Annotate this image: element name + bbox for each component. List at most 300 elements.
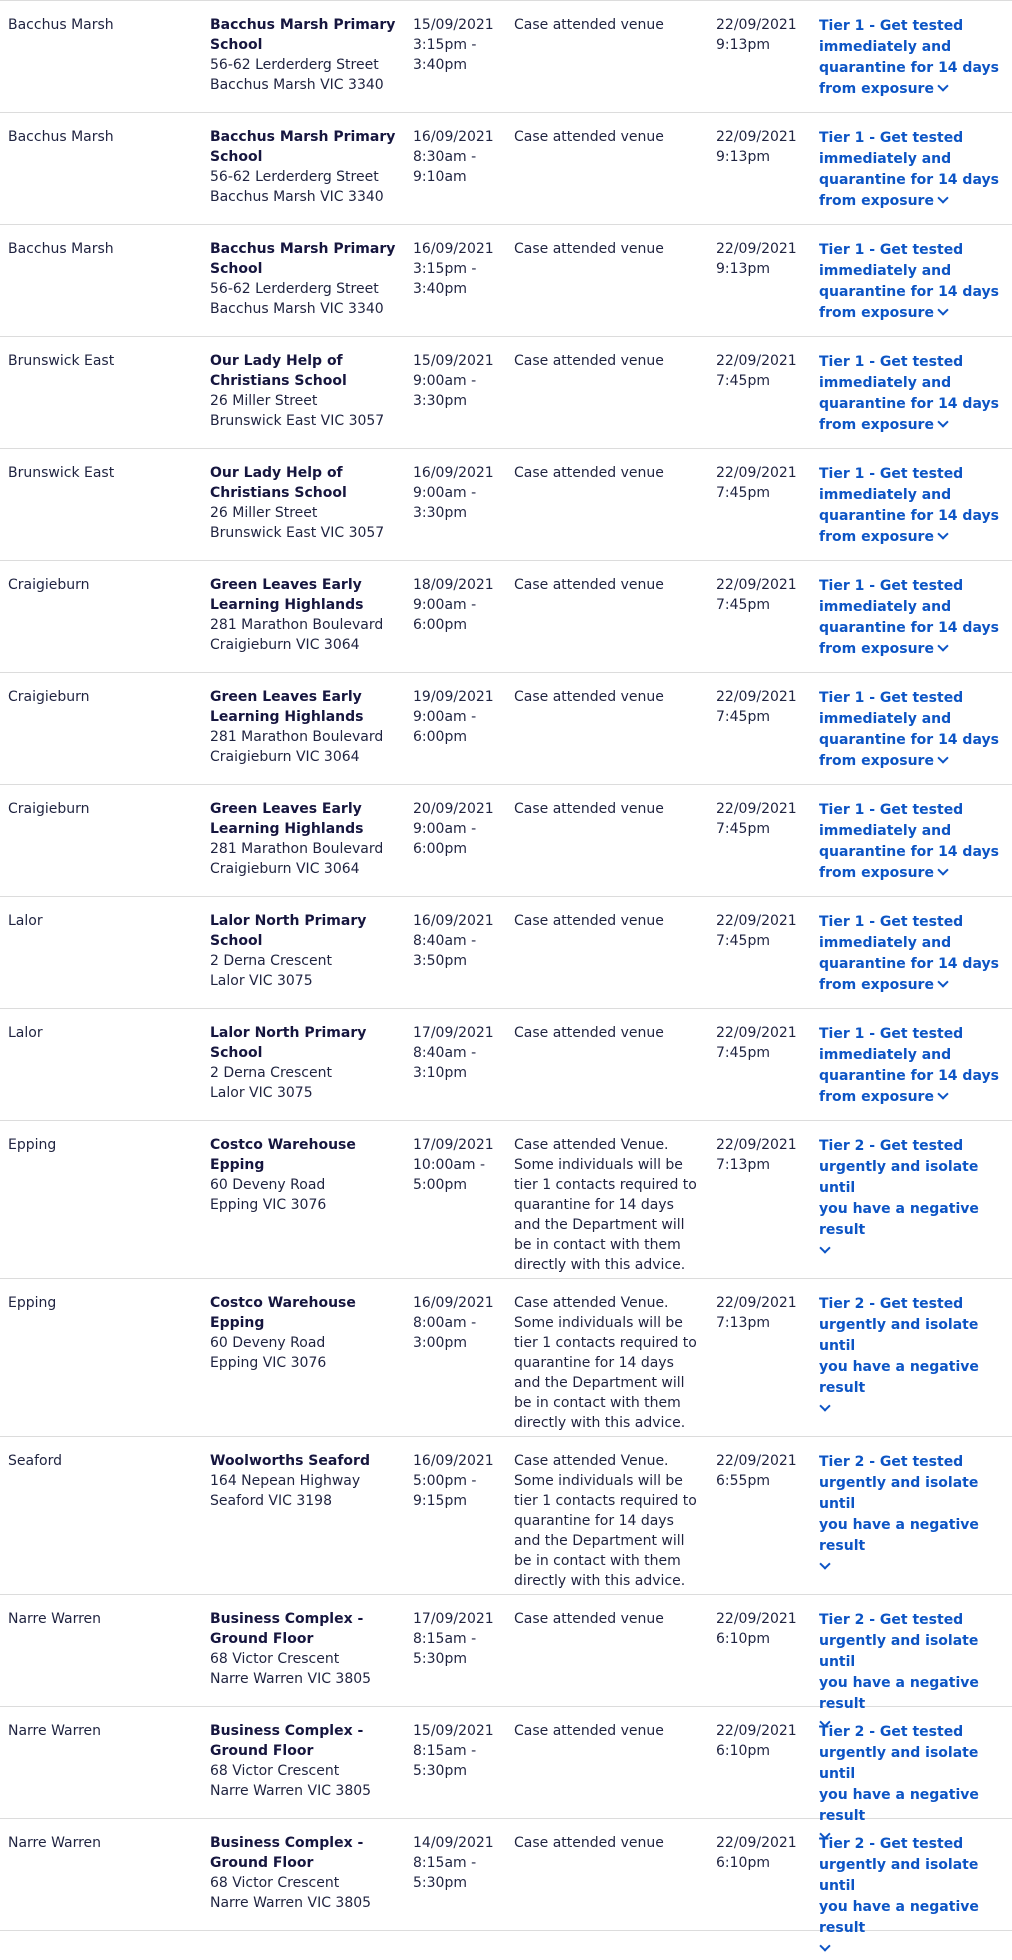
health-advice-line: you have a negative result [819,1675,979,1712]
chevron-down-icon [819,1400,830,1411]
exposure-period-cell [413,351,514,448]
site-address: Epping VIC 3076 [210,1197,327,1213]
health-advice-line: Tier 2 - Get tested [819,1612,964,1628]
notes-line: Some individuals will be [514,1473,683,1489]
site-cell [203,575,413,672]
added-time-line: 7:45pm [716,373,770,389]
health-advice-toggle[interactable] [819,1294,1012,1420]
health-advice-toggle[interactable] [819,464,1012,548]
site-address: 60 Deveny Road [210,1177,326,1193]
health-advice-cell [817,575,1012,672]
site-name: Bacchus Marsh Primary [210,241,396,257]
health-advice-toggle[interactable] [819,1610,1012,1736]
site-address: 26 Miller Street [210,393,318,409]
notes-line: Case attended venue [514,1835,664,1851]
added-time-line: 9:13pm [716,149,770,165]
site-address: Narre Warren VIC 3805 [210,1671,372,1687]
added-time-line: 7:45pm [716,485,770,501]
exposure-period-line: 14/09/2021 [413,1835,494,1851]
health-advice-last-line [819,303,1012,324]
health-advice-line: from exposure [819,305,934,321]
health-advice-last-line [819,527,1012,548]
health-advice-toggle[interactable] [819,1722,1012,1848]
exposure-period-line: 6:00pm [413,841,467,857]
added-time-line: 7:45pm [716,1045,770,1061]
added-time-line: 22/09/2021 [716,353,797,369]
added-time-cell [716,351,817,448]
exposure-period-line: 17/09/2021 [413,1137,494,1153]
site-cell [203,1721,413,1818]
site-name: Our Lady Help of [210,465,343,481]
notes-line: be in contact with them [514,1553,681,1569]
health-advice-toggle[interactable] [819,1024,1012,1108]
notes-line: Case attended venue [514,1611,664,1627]
health-advice-line: from exposure [819,977,934,993]
health-advice-line: quarantine for 14 days [819,956,999,972]
exposure-period-line: 3:15pm - [413,261,477,277]
added-time-cell [716,575,817,672]
site-address: Lalor VIC 3075 [210,1085,313,1101]
notes-cell [514,575,716,672]
chevron-down-icon [937,864,948,875]
chevron-down-icon [937,304,948,315]
exposure-period-line: 16/09/2021 [413,913,494,929]
notes-cell [514,687,716,784]
health-advice-toggle[interactable] [819,1834,1012,1960]
site-name: School [210,37,263,53]
exposure-period-line: 18/09/2021 [413,577,494,593]
chevron-down-icon [937,1088,948,1099]
health-advice-line: quarantine for 14 days [819,60,999,76]
health-advice-line: immediately and [819,599,952,615]
health-advice-toggle[interactable] [819,16,1012,100]
added-time-line: 7:45pm [716,933,770,949]
health-advice-last-line [819,1939,1012,1960]
health-advice-toggle[interactable] [819,576,1012,660]
notes-line: and the Department will [514,1375,685,1391]
added-time-line: 22/09/2021 [716,17,797,33]
exposure-period-line: 8:40am - [413,933,477,949]
added-time-cell [716,1609,817,1706]
table-row [0,785,1012,897]
notes-line: Some individuals will be [514,1315,683,1331]
site-name: Learning Highlands [210,709,364,725]
notes-line: quarantine for 14 days [514,1355,674,1371]
table-row [0,673,1012,785]
exposure-period-line: 9:00am - [413,821,477,837]
notes-cell [514,1833,716,1930]
health-advice-line: Tier 2 - Get tested [819,1724,964,1740]
notes-cell [514,127,716,224]
chevron-down-icon [937,752,948,763]
chevron-down-icon [937,528,948,539]
health-advice-cell [817,463,1012,560]
health-advice-line: urgently and isolate until [819,1745,979,1782]
site-name: Green Leaves Early [210,689,362,705]
added-time-line: 22/09/2021 [716,801,797,817]
site-address: Craigieburn VIC 3064 [210,637,360,653]
health-advice-line: from exposure [819,753,934,769]
health-advice-line: from exposure [819,193,934,209]
site-address: Narre Warren VIC 3805 [210,1783,372,1799]
added-time-cell [716,1451,817,1594]
health-advice-cell [817,911,1012,1008]
added-time-line: 6:10pm [716,1855,770,1871]
health-advice-line: Tier 1 - Get tested [819,354,964,370]
added-time-line: 22/09/2021 [716,465,797,481]
health-advice-line: you have a negative result [819,1517,979,1554]
site-cell [203,1833,413,1930]
table-row [0,1819,1012,1936]
health-advice-line: Tier 1 - Get tested [819,1026,964,1042]
exposure-period-line: 15/09/2021 [413,353,494,369]
added-time-cell [716,687,817,784]
chevron-down-icon [937,640,948,651]
site-address: 281 Marathon Boulevard [210,729,384,745]
site-address: 68 Victor Crescent [210,1875,340,1891]
exposure-period-line: 20/09/2021 [413,801,494,817]
notes-line: Case attended Venue. [514,1137,669,1153]
site-cell [203,911,413,1008]
site-address: 2 Derna Crescent [210,953,332,969]
health-advice-toggle[interactable] [819,352,1012,436]
exposure-period-cell [413,687,514,784]
exposure-period-line: 19/09/2021 [413,689,494,705]
exposure-period-line: 3:15pm - [413,37,477,53]
table-row [0,337,1012,449]
exposure-period-line: 9:00am - [413,597,477,613]
site-name: Business Complex - [210,1835,364,1851]
exposure-period-line: 3:30pm [413,505,467,521]
table-row [0,1009,1012,1121]
site-name: Bacchus Marsh Primary [210,17,396,33]
added-time-cell [716,1023,817,1120]
exposure-period-cell [413,1023,514,1120]
health-advice-cell [817,239,1012,336]
health-advice-line: you have a negative result [819,1787,979,1824]
added-time-line: 6:55pm [716,1473,770,1489]
notes-line: and the Department will [514,1533,685,1549]
site-cell [203,1135,413,1278]
health-advice-last-line [819,1557,1012,1578]
site-address: Brunswick East VIC 3057 [210,413,385,429]
notes-line: quarantine for 14 days [514,1513,674,1529]
site-address: 56-62 Lerderderg Street [210,281,379,297]
exposure-period-line: 16/09/2021 [413,465,494,481]
exposure-period-cell [413,1833,514,1930]
health-advice-line: quarantine for 14 days [819,732,999,748]
exposure-period-line: 8:30am - [413,149,477,165]
suburb-cell: Narre Warren [8,1611,102,1627]
added-time-cell [716,239,817,336]
suburb-cell: Brunswick East [8,465,115,481]
table-row [0,1279,1012,1437]
exposure-period-line: 9:10am [413,169,467,185]
site-address: 2 Derna Crescent [210,1065,332,1081]
exposure-period-line: 6:00pm [413,617,467,633]
health-advice-last-line [819,975,1012,996]
health-advice-line: from exposure [819,417,934,433]
notes-cell [514,1609,716,1706]
exposure-period-line: 8:15am - [413,1743,477,1759]
site-address: Narre Warren VIC 3805 [210,1895,372,1911]
table-row [0,1437,1012,1595]
suburb-cell: Narre Warren [8,1723,102,1739]
table-row [0,113,1012,225]
table-row [0,1707,1012,1824]
site-name: Lalor North Primary [210,913,367,929]
site-name: Costco Warehouse Epping [210,1137,356,1173]
health-advice-cell [817,127,1012,224]
health-advice-last-line [819,79,1012,100]
health-advice-toggle[interactable] [819,1136,1012,1262]
exposure-period-line: 3:40pm [413,57,467,73]
health-advice-line: Tier 1 - Get tested [819,578,964,594]
added-time-line: 6:10pm [716,1743,770,1759]
health-advice-line: Tier 2 - Get tested [819,1454,964,1470]
notes-line: directly with this advice. [514,1573,686,1589]
site-name: Ground Floor [210,1631,314,1647]
health-advice-last-line [819,1399,1012,1420]
notes-line: and the Department will [514,1217,685,1233]
exposure-period-cell [413,239,514,336]
health-advice-line: immediately and [819,711,952,727]
exposure-period-cell [413,575,514,672]
exposure-period-line: 9:00am - [413,485,477,501]
health-advice-last-line [819,863,1012,884]
site-address: 281 Marathon Boulevard [210,841,384,857]
site-name: Bacchus Marsh Primary [210,129,396,145]
chevron-down-icon [937,80,948,91]
notes-line: Case attended venue [514,129,664,145]
site-address: Bacchus Marsh VIC 3340 [210,77,384,93]
added-time-cell [716,1293,817,1436]
suburb-cell: Craigieburn [8,801,90,817]
health-advice-line: from exposure [819,529,934,545]
chevron-down-icon [819,1940,830,1951]
health-advice-line: quarantine for 14 days [819,172,999,188]
exposure-period-line: 10:00am - [413,1157,486,1173]
health-advice-toggle[interactable] [819,800,1012,884]
health-advice-line: immediately and [819,823,952,839]
health-advice-cell [817,351,1012,448]
notes-cell [514,351,716,448]
added-time-cell [716,15,817,112]
added-time-line: 22/09/2021 [716,1723,797,1739]
added-time-cell [716,1721,817,1818]
exposure-period-line: 15/09/2021 [413,1723,494,1739]
site-name: School [210,933,263,949]
site-address: Craigieburn VIC 3064 [210,861,360,877]
notes-line: Some individuals will be [514,1157,683,1173]
health-advice-cell [817,1023,1012,1120]
added-time-line: 22/09/2021 [716,577,797,593]
exposure-period-line: 3:50pm [413,953,467,969]
health-advice-cell [817,799,1012,896]
notes-line: Case attended venue [514,1723,664,1739]
health-advice-last-line [819,191,1012,212]
table-row [0,1,1012,113]
notes-line: Case attended venue [514,689,664,705]
exposure-period-line: 6:00pm [413,729,467,745]
health-advice-last-line [819,639,1012,660]
exposure-period-line: 3:10pm [413,1065,467,1081]
notes-line: quarantine for 14 days [514,1197,674,1213]
site-name: School [210,1045,263,1061]
added-time-cell [716,1833,817,1930]
exposure-period-line: 5:00pm - [413,1473,477,1489]
health-advice-toggle[interactable] [819,240,1012,324]
notes-line: be in contact with them [514,1237,681,1253]
added-time-line: 6:10pm [716,1631,770,1647]
site-name: Ground Floor [210,1855,314,1871]
health-advice-line: Tier 1 - Get tested [819,466,964,482]
exposure-period-line: 3:00pm [413,1335,467,1351]
health-advice-toggle[interactable] [819,912,1012,996]
health-advice-toggle[interactable] [819,1452,1012,1578]
exposure-period-line: 5:00pm [413,1177,467,1193]
table-row [0,897,1012,1009]
site-cell [203,351,413,448]
health-advice-line: immediately and [819,935,952,951]
exposure-period-cell [413,1293,514,1436]
health-advice-line: Tier 2 - Get tested [819,1296,964,1312]
suburb-cell: Bacchus Marsh [8,129,114,145]
added-time-line: 7:45pm [716,709,770,725]
exposure-period-cell [413,799,514,896]
table-row [0,561,1012,673]
site-address: 60 Deveny Road [210,1335,326,1351]
added-time-line: 22/09/2021 [716,1611,797,1627]
health-advice-cell [817,1451,1012,1594]
added-time-cell [716,799,817,896]
health-advice-line: immediately and [819,375,952,391]
suburb-cell: Craigieburn [8,689,90,705]
health-advice-toggle[interactable] [819,688,1012,772]
added-time-line: 22/09/2021 [716,1137,797,1153]
suburb-cell: Epping [8,1295,57,1311]
suburb-cell: Bacchus Marsh [8,241,114,257]
health-advice-toggle[interactable] [819,128,1012,212]
added-time-line: 9:13pm [716,37,770,53]
exposure-period-line: 8:40am - [413,1045,477,1061]
notes-cell [514,15,716,112]
notes-line: tier 1 contacts required to [514,1493,697,1509]
suburb-cell: Bacchus Marsh [8,17,114,33]
health-advice-line: quarantine for 14 days [819,508,999,524]
site-address: Seaford VIC 3198 [210,1493,332,1509]
health-advice-line: Tier 1 - Get tested [819,690,964,706]
health-advice-line: urgently and isolate until [819,1857,979,1894]
health-advice-last-line [819,751,1012,772]
health-advice-cell [817,1833,1012,1936]
table-row [0,449,1012,561]
site-address: 68 Victor Crescent [210,1651,340,1667]
health-advice-line: Tier 1 - Get tested [819,130,964,146]
exposure-period-line: 16/09/2021 [413,241,494,257]
notes-line: tier 1 contacts required to [514,1335,697,1351]
site-address: 56-62 Lerderderg Street [210,57,379,73]
site-address: 68 Victor Crescent [210,1763,340,1779]
notes-line: directly with this advice. [514,1257,686,1273]
site-name: Our Lady Help of [210,353,343,369]
exposure-period-line: 5:30pm [413,1875,467,1891]
site-name: Lalor North Primary [210,1025,367,1041]
health-advice-line: quarantine for 14 days [819,620,999,636]
added-time-line: 22/09/2021 [716,689,797,705]
notes-cell [514,1293,716,1436]
notes-cell [514,911,716,1008]
site-name: Business Complex - [210,1611,364,1627]
notes-cell [514,1451,716,1594]
added-time-line: 7:45pm [716,821,770,837]
added-time-cell [716,127,817,224]
suburb-cell: Narre Warren [8,1835,102,1851]
health-advice-line: Tier 1 - Get tested [819,242,964,258]
health-advice-line: from exposure [819,641,934,657]
site-address: Bacchus Marsh VIC 3340 [210,301,384,317]
site-address: 56-62 Lerderderg Street [210,169,379,185]
suburb-cell: Epping [8,1137,57,1153]
exposure-period-cell [413,1451,514,1594]
added-time-line: 7:13pm [716,1315,770,1331]
site-address: Brunswick East VIC 3057 [210,525,385,541]
health-advice-line: urgently and isolate until [819,1475,979,1512]
health-advice-line: quarantine for 14 days [819,396,999,412]
health-advice-line: immediately and [819,39,952,55]
health-advice-line: Tier 1 - Get tested [819,914,964,930]
exposure-period-line: 16/09/2021 [413,1453,494,1469]
site-cell [203,1609,413,1706]
site-name: Green Leaves Early [210,801,362,817]
exposure-period-line: 3:40pm [413,281,467,297]
exposure-period-line: 17/09/2021 [413,1025,494,1041]
exposure-period-line: 3:30pm [413,393,467,409]
health-advice-line: from exposure [819,81,934,97]
site-name: School [210,261,263,277]
exposure-period-line: 8:15am - [413,1631,477,1647]
health-advice-line: you have a negative result [819,1201,979,1238]
table-row [0,1121,1012,1279]
added-time-cell [716,911,817,1008]
chevron-down-icon [819,1558,830,1569]
exposure-period-cell [413,911,514,1008]
added-time-line: 22/09/2021 [716,129,797,145]
exposure-period-cell [413,1135,514,1278]
health-advice-line: from exposure [819,1089,934,1105]
exposure-period-line: 16/09/2021 [413,129,494,145]
site-cell [203,463,413,560]
health-advice-cell [817,1721,1012,1824]
notes-line: Case attended venue [514,17,664,33]
exposure-period-line: 8:15am - [413,1855,477,1871]
added-time-line: 7:13pm [716,1157,770,1173]
exposure-period-line: 17/09/2021 [413,1611,494,1627]
health-advice-line: quarantine for 14 days [819,844,999,860]
site-cell [203,15,413,112]
site-name: Woolworths Seaford [210,1453,370,1469]
suburb-cell: Lalor [8,1025,43,1041]
exposure-period-line: 16/09/2021 [413,1295,494,1311]
suburb-cell: Brunswick East [8,353,115,369]
notes-cell [514,799,716,896]
added-time-line: 7:45pm [716,597,770,613]
added-time-line: 22/09/2021 [716,241,797,257]
suburb-cell: Lalor [8,913,43,929]
site-address: 164 Nepean Highway [210,1473,361,1489]
health-advice-line: urgently and isolate until [819,1317,979,1354]
chevron-down-icon [937,192,948,203]
